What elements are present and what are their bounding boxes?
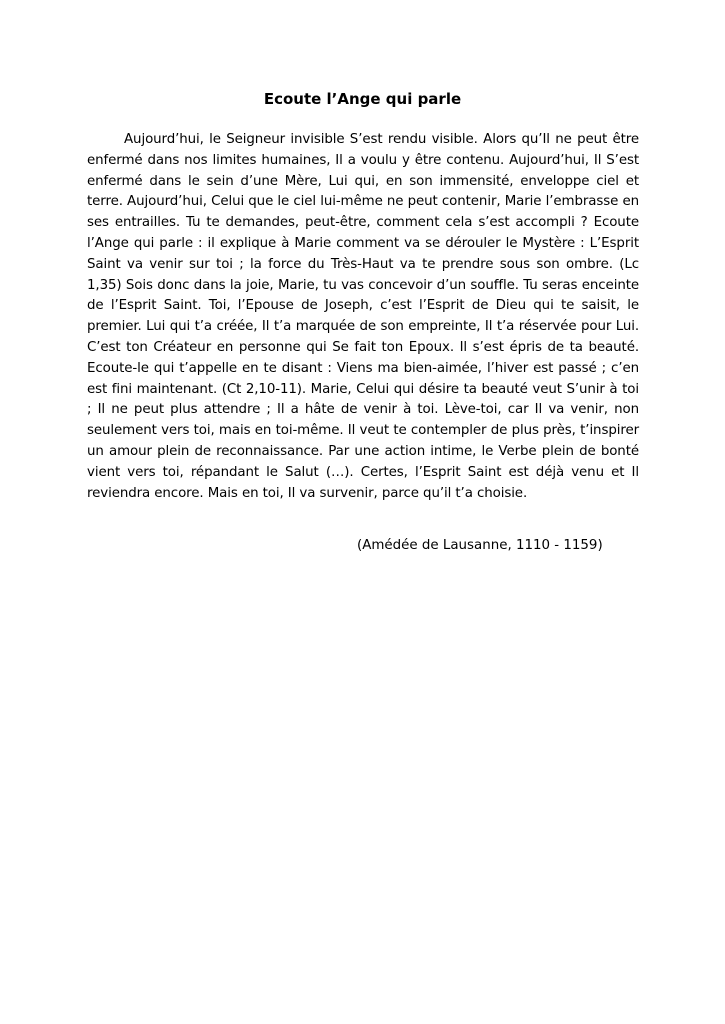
author-attribution: (Amédée de Lausanne, 1110 - 1159)	[357, 538, 603, 553]
document-title: Ecoute l’Ange qui parle	[263, 90, 462, 108]
document-body: Aujourd’hui, le Seigneur invisible S’est rendu visible. Alors qu’Il ne peut être enfermé dans nos limites humaines, Il a voulu y être contenu. Aujourd’hui, Il S’est enfermé dans le sein d’une Mère, Lui qui, en son immensité, enveloppe ciel et terre. Aujourd’hui, Celui que le ciel lui-même ne peut contenir, Marie l’embrasse en ses entrailles. Tu te demandes, peut-être, comment cela s’est accompli ? Ecoute l’Ange qui parle : il explique à Marie comment va se dérouler le Mystère : L’Esprit Saint va venir sur toi ; la force du Très-Haut va te prendre sous son ombre. (Lc 1,35) Sois donc dans la joie, Marie, tu vas concevoir d’un souffle. Tu seras enceinte de l’Esprit Saint. Toi, l’Epouse de Joseph, c’est l’Esprit de Dieu qui te saisit, le premier. Lui qui t’a créée, Il t’a marquée de son empreinte, Il t’a réservée pour Lui. C’est ton Créateur en personne qui Se fait ton Epoux. Il s’est épris de ta beauté. Ecoute-le qui t’appelle en te disant : Viens ma bien-aimée, l’hiver est passé ; c’en est fini maintenant. (Ct 2,10-11). Marie, Celui qui désire ta beauté veut S’unir à toi ; Il ne peut plus attendre ; Il a hâte de venir à toi. Lève-toi, car Il va venir, non seulement vers toi, mais en toi-même. Il veut te contempler de plus près, t’inspirer un amour plein de reconnaissance. Par une action intime, le Verbe plein de bonté vient vers toi, répandant le Salut (…). Certes, l’Esprit Saint est déjà venu et Il reviendra encore. Mais en toi, Il va survenir, parce qu’il t’a choisie.	[87, 132, 639, 501]
